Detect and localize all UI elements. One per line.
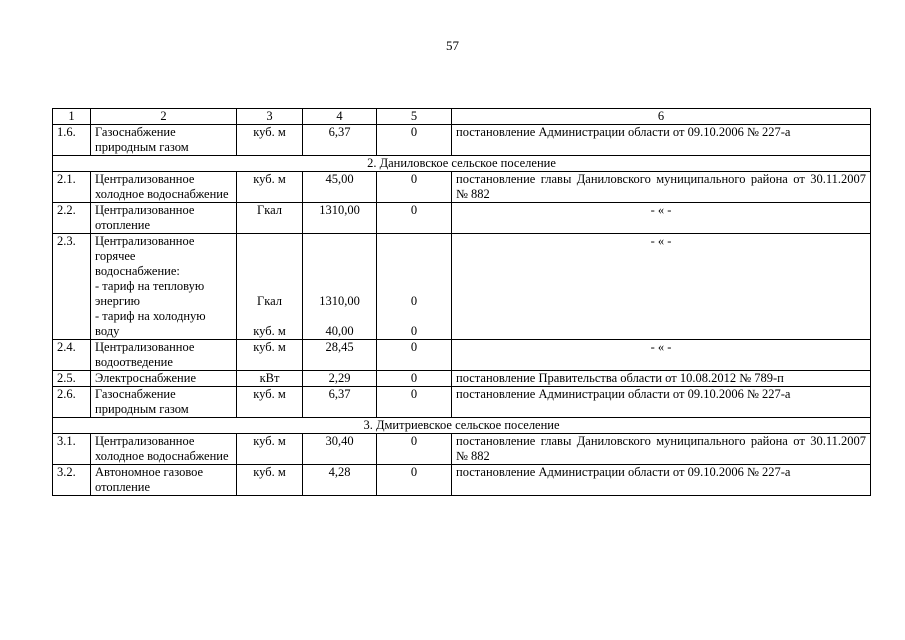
tariff-value: 30,40: [303, 434, 377, 465]
service-line: горячее: [95, 249, 136, 263]
table-row: [53, 172, 871, 203]
header-cell: 1: [53, 109, 91, 125]
row-number: 2.3.: [53, 234, 91, 340]
row-number: 2.4.: [53, 340, 91, 371]
legal-basis: постановление Администрации области от 09.10.2006 № 227-а: [452, 465, 871, 496]
section-title: 3. Дмитриевское сельское поселение: [53, 418, 871, 434]
legal-basis-ditto: - « -: [452, 203, 871, 234]
service-line: энергию: [95, 294, 141, 308]
legal-basis: постановление Администрации области от 09.10.2006 № 227-а: [452, 125, 871, 156]
unit: куб. м: [237, 172, 303, 203]
header-cell: 4: [303, 109, 377, 125]
value-heat: 1310,00: [319, 294, 360, 308]
service-name: Автономное газовое отопление: [91, 465, 237, 496]
unit: куб. м: [237, 434, 303, 465]
header-cell: 3: [237, 109, 303, 125]
service-line: Централизованное: [95, 234, 195, 248]
unit: кВт: [237, 371, 303, 387]
row-number: 2.1.: [53, 172, 91, 203]
zero-value: 0: [377, 387, 452, 418]
tariff-table: [52, 108, 871, 496]
service-name: Централизованное отопление: [91, 203, 237, 234]
legal-basis-ditto: - « -: [452, 234, 871, 340]
tariff-value: 6,37: [303, 387, 377, 418]
legal-basis-ditto: - « -: [452, 340, 871, 371]
page-number: 57: [446, 38, 459, 53]
unit: куб. м: [237, 125, 303, 156]
section-row: [53, 418, 871, 434]
tariff-value: [303, 234, 377, 340]
table-row: [53, 434, 871, 465]
service-name: Централизованное холодное водоснабжение: [91, 434, 237, 465]
service-name: [91, 234, 237, 340]
service-line: - тариф на холодную: [95, 309, 206, 323]
legal-basis: постановление главы Даниловского муниципального района от 30.11.2007 № 882: [452, 434, 871, 465]
row-number: 1.6.: [53, 125, 91, 156]
table-row: [53, 465, 871, 496]
service-name: Газоснабжение природным газом: [91, 387, 237, 418]
zero-value: 0: [377, 172, 452, 203]
tariff-value: 4,28: [303, 465, 377, 496]
section-title: 2. Даниловское сельское поселение: [53, 156, 871, 172]
unit-heat: Гкал: [256, 294, 282, 308]
section-row: [53, 156, 871, 172]
value-cold: 40,00: [325, 324, 354, 338]
unit: куб. м: [237, 340, 303, 371]
table-row: [53, 125, 871, 156]
zero-heat: 0: [410, 294, 418, 308]
service-name: Централизованное холодное водоснабжение: [91, 172, 237, 203]
tariff-value: 45,00: [303, 172, 377, 203]
tariff-value: 28,45: [303, 340, 377, 371]
unit-cold: куб. м: [253, 324, 286, 338]
row-number: 3.2.: [53, 465, 91, 496]
zero-value: [377, 234, 452, 340]
row-number: 2.2.: [53, 203, 91, 234]
zero-value: 0: [377, 125, 452, 156]
unit: куб. м: [237, 387, 303, 418]
service-line: водоснабжение:: [95, 264, 180, 278]
tariff-value: 2,29: [303, 371, 377, 387]
service-name: Электроснабжение: [91, 371, 237, 387]
zero-cold: 0: [410, 324, 418, 338]
table-row: [53, 387, 871, 418]
zero-value: 0: [377, 371, 452, 387]
service-name: Газоснабжение природным газом: [91, 125, 237, 156]
zero-value: 0: [377, 465, 452, 496]
table-row: [53, 234, 871, 340]
row-number: 2.6.: [53, 387, 91, 418]
header-cell: 2: [91, 109, 237, 125]
legal-basis: постановление главы Даниловского муниципального района от 30.11.2007 № 882: [452, 172, 871, 203]
table-row: [53, 203, 871, 234]
header-cell: 5: [377, 109, 452, 125]
zero-value: 0: [377, 434, 452, 465]
header-cell: 6: [452, 109, 871, 125]
unit: Гкал: [237, 203, 303, 234]
service-line: - тариф на тепловую: [95, 279, 205, 293]
zero-value: 0: [377, 203, 452, 234]
legal-basis: постановление Администрации области от 09.10.2006 № 227-а: [452, 387, 871, 418]
header-row: [53, 109, 871, 125]
tariff-value: 1310,00: [303, 203, 377, 234]
zero-value: 0: [377, 340, 452, 371]
unit: куб. м: [237, 465, 303, 496]
table-row: [53, 371, 871, 387]
service-line: воду: [95, 324, 120, 338]
row-number: 2.5.: [53, 371, 91, 387]
legal-basis: постановление Правительства области от 10.08.2012 № 789-п: [452, 371, 871, 387]
tariff-value: 6,37: [303, 125, 377, 156]
unit: [237, 234, 303, 340]
service-name: Централизованное водоотведение: [91, 340, 237, 371]
row-number: 3.1.: [53, 434, 91, 465]
table-row: [53, 340, 871, 371]
